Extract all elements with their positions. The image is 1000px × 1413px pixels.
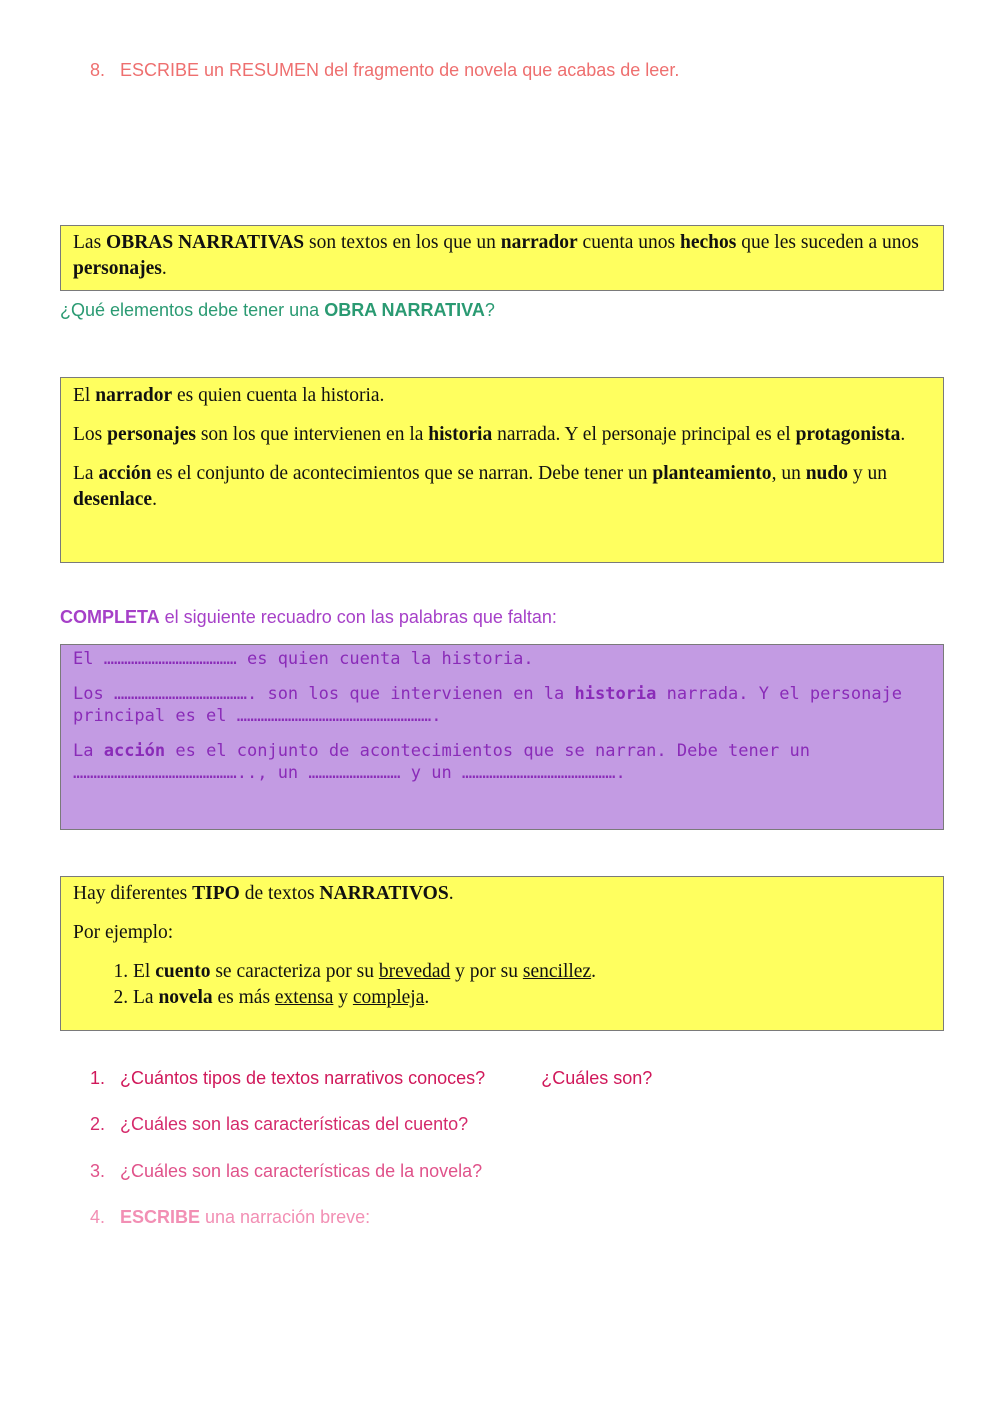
question-4: 4. ESCRIBE una narración breve: bbox=[90, 1207, 371, 1227]
question-number: 8. bbox=[90, 60, 106, 80]
fill-accion[interactable]: La acción es el conjunto de acontecimientos que se narran. Debe tener un ………………………………………….., un ……………………… y un ………………………………………. bbox=[73, 741, 810, 783]
tipos-list bbox=[73, 959, 931, 1011]
fill-personajes[interactable]: Los …………………………………. son los que intervienen en la historia narrada. Y el personaje principal es el …………………………………………………. bbox=[73, 684, 903, 726]
question-3: 3. ¿Cuáles son las características de la novela? bbox=[90, 1161, 483, 1181]
fill-in-box[interactable] bbox=[60, 644, 944, 830]
list-item-novela: 2. La novela es más extensa y compleja. bbox=[133, 985, 931, 1011]
fill-narrador[interactable]: El ………………………………… es quien cuenta la historia. bbox=[73, 649, 534, 669]
question-8: 8. ESCRIBE un RESUMEN del fragmento de novela que acabas de leer. bbox=[90, 60, 680, 80]
accion-paragraph: La acción es el conjunto de acontecimientos que se narran. Debe tener un planteamiento, un nudo y un desenlace. bbox=[73, 463, 887, 510]
question-1: 1. ¿Cuántos tipos de textos narrativos conoces? ¿Cuáles son? bbox=[90, 1068, 653, 1088]
definition-box-obras-narrativas: Las OBRAS NARRATIVAS son textos en los que un narrador cuenta unos hechos que les suceden a unos personajes. bbox=[60, 225, 944, 291]
tipos-intro: Hay diferentes TIPO de textos NARRATIVOS. bbox=[73, 883, 454, 904]
completa-instruction: COMPLETA el siguiente recuadro con las palabras que faltan: bbox=[60, 607, 557, 627]
narrador-paragraph: El narrador es quien cuenta la historia. bbox=[73, 385, 385, 406]
elements-box bbox=[60, 377, 944, 563]
list-item-cuento: 1. El cuento se caracteriza por su brevedad y por su sencillez. bbox=[133, 959, 931, 985]
tipos-example-label: Por ejemplo: bbox=[73, 922, 174, 943]
question-2: 2. ¿Cuáles son las características del cuento? bbox=[90, 1114, 469, 1134]
question-elements: ¿Qué elementos debe tener una OBRA NARRATIVA? bbox=[60, 300, 495, 320]
tipos-box bbox=[60, 876, 944, 1031]
personajes-paragraph: Los personajes son los que intervienen en la historia narrada. Y el personaje principal es el protagonista. bbox=[73, 424, 906, 445]
